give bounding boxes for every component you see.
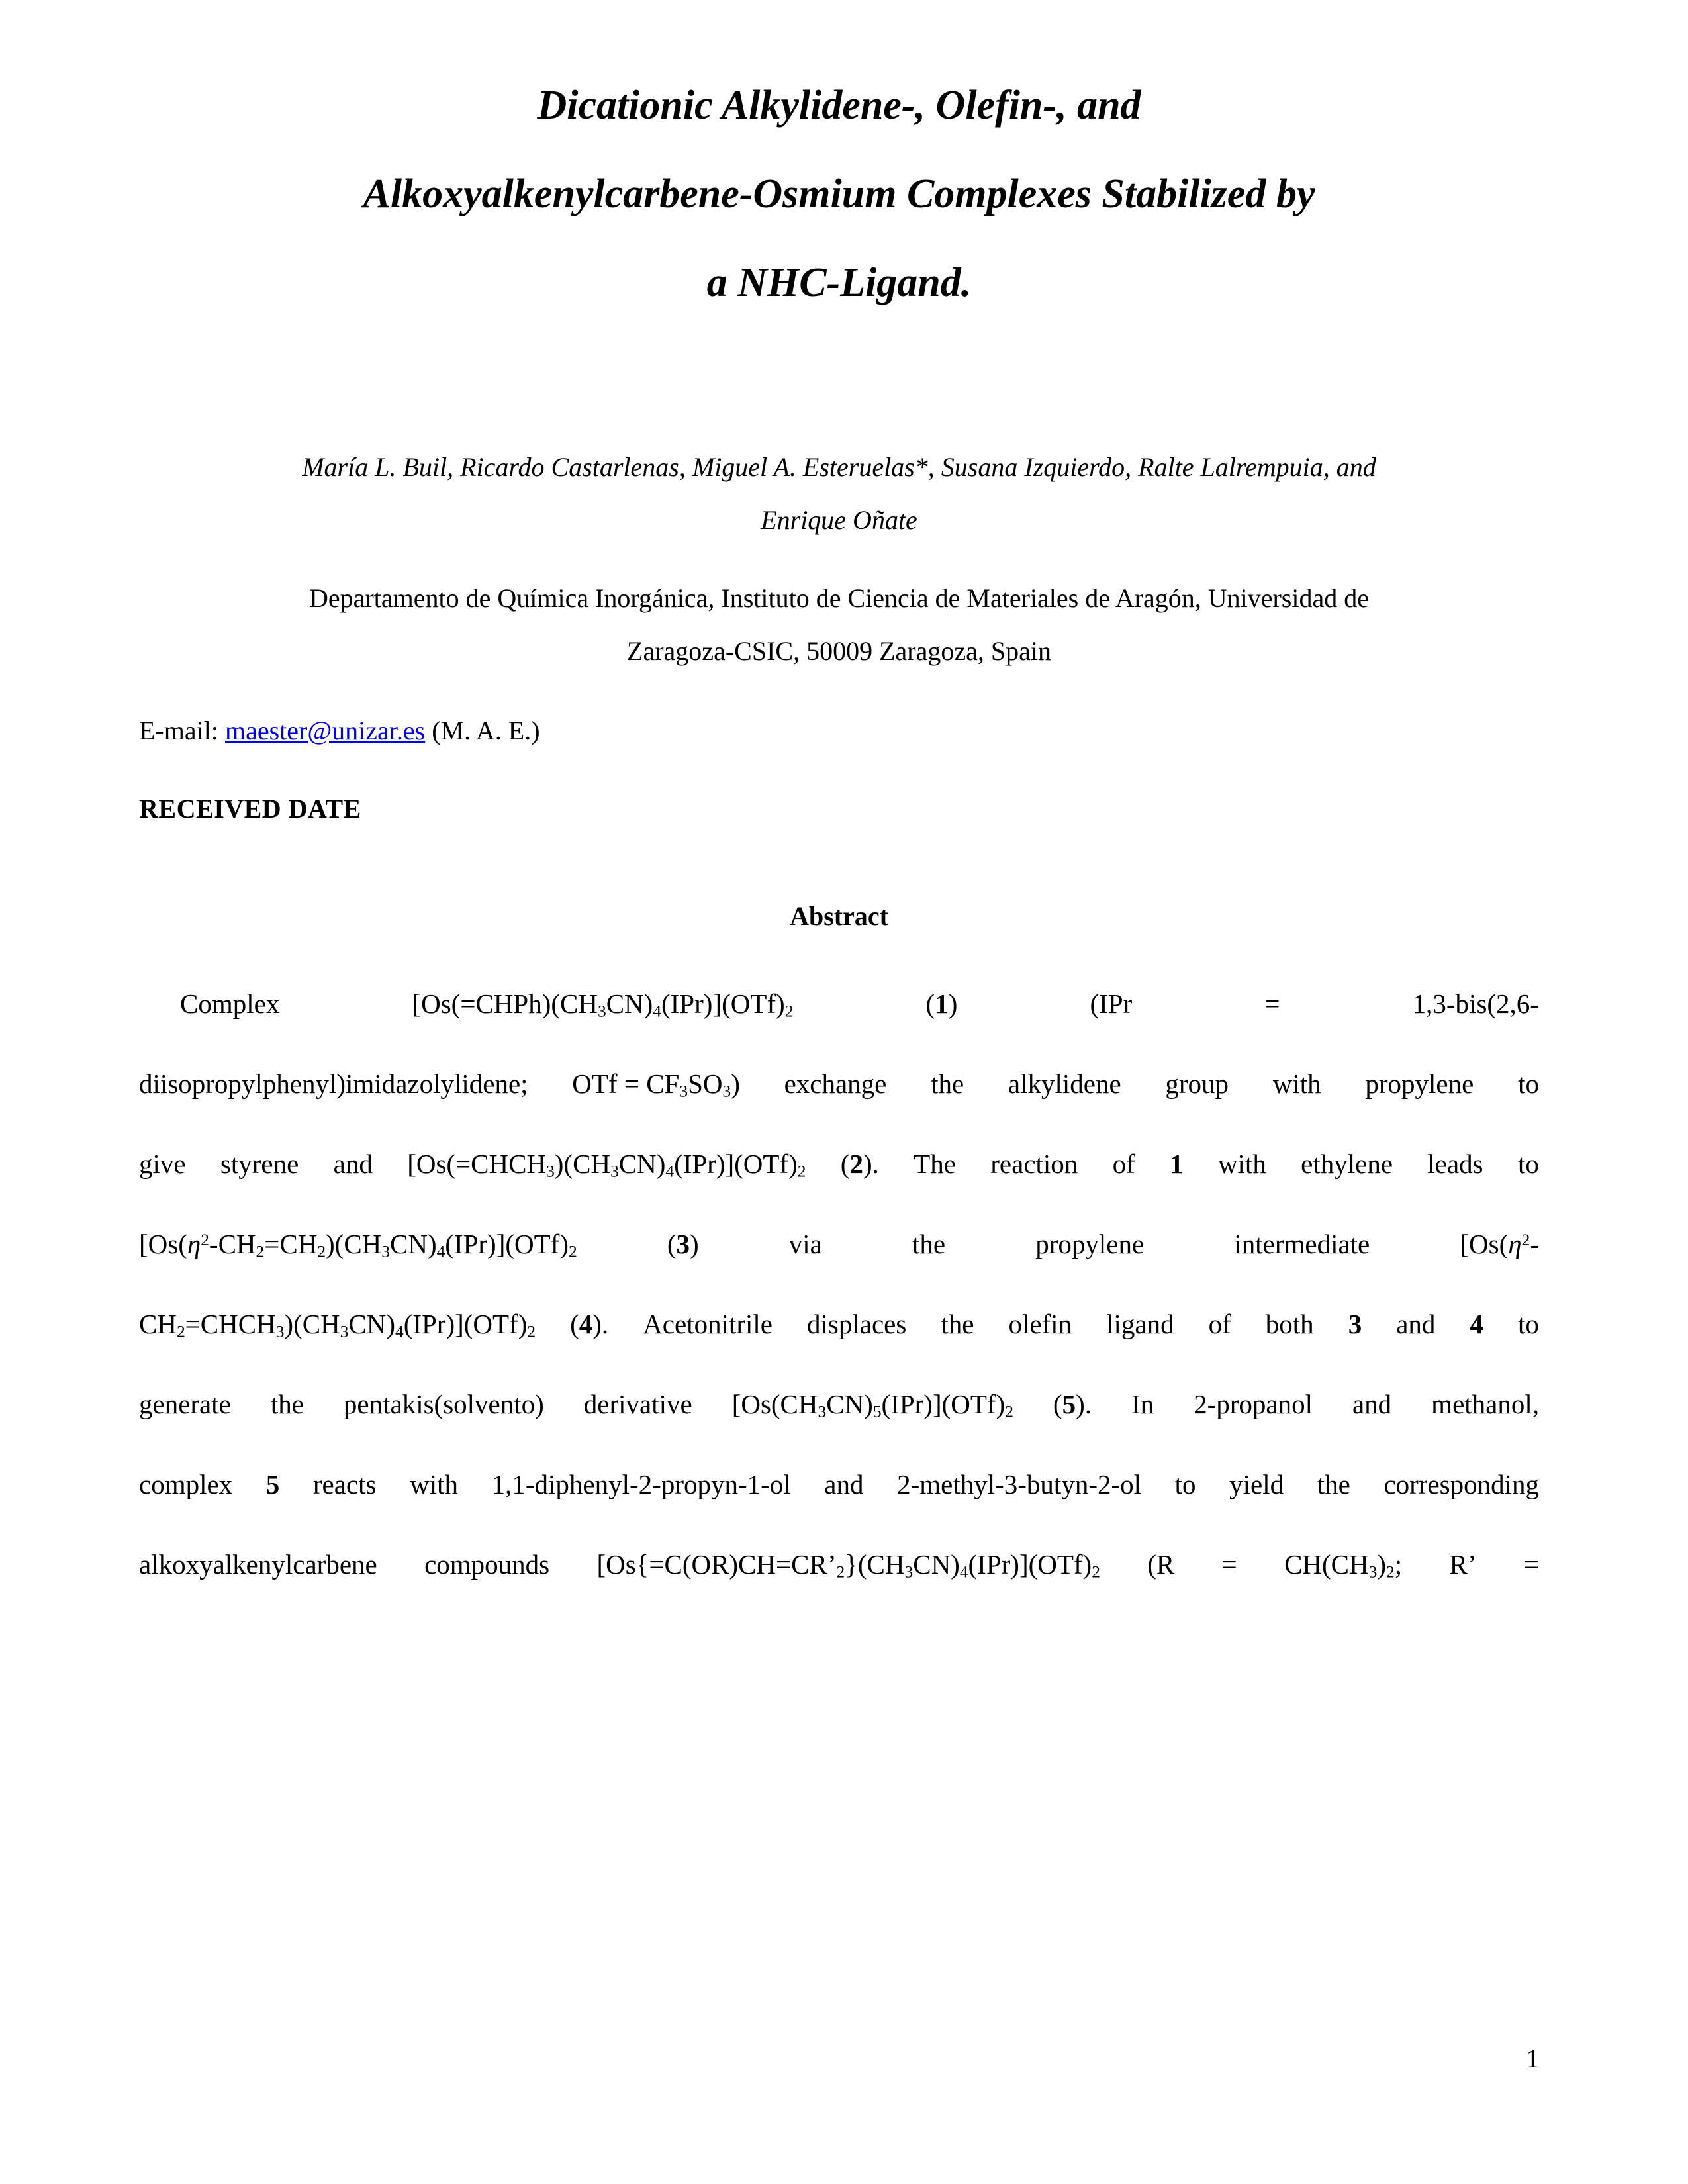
email-label: E-mail:	[139, 716, 218, 745]
abstract-line-5: $CH_2=CHCH_3)(CH_3CN)_4(IPr)](OTf)_2$ (4). Acetonitrile displaces the olefin ligand of both 3 and 4 to	[139, 1309, 1539, 1341]
title-line-2: Alkoxyalkenylcarbene-Osmium Complexes Stabilized by	[363, 171, 1315, 216]
affiliation-block	[139, 534, 1539, 665]
email-suffix: (M. A. E.)	[432, 716, 540, 745]
abstract-line-3: give styrene and $[Os(=CHCH_3)(CH_3CN)_4(IPr)](OTf)_2$ (2). The reaction of 1 with ethylene leads to	[139, 1149, 1539, 1181]
affiliation-line-2: Zaragoza-CSIC, 50009 Zaragoza, Spain	[627, 636, 1051, 666]
author-line-1: María L. Buil, Ricardo Castarlenas, Miguel A. Esteruelas*, Susana Izquierdo, Ralte Lalrempuia, and	[302, 452, 1376, 482]
abstract-line-6: generate the pentakis(solvento) derivative $[Os(CH_3CN)_5(IPr)](OTf)_2$ (5). In 2-propanol and methanol,	[139, 1389, 1539, 1421]
abstract-line-1: Complex $[Os(=CHPh)(CH_3CN)_4(IPr)](OTf)_2$ (1) (IPr = 1,3-bis(2,6-	[180, 988, 1539, 1021]
page-number: 1	[1526, 2044, 1539, 2073]
abstract-body	[139, 929, 1539, 1582]
affiliation-line-1: Departamento de Química Inorgánica, Instituto de Ciencia de Materiales de Aragón, Universidad de	[309, 583, 1369, 613]
abstract-heading: Abstract	[790, 901, 888, 931]
received-date-heading: RECEIVED DATE	[139, 794, 361, 824]
document-content-column	[139, 0, 1539, 1631]
author-line-2: Enrique Oñate	[761, 505, 917, 535]
title-line-1: Dicationic Alkylidene-, Olefin-, and	[537, 83, 1141, 128]
abstract-line-2: diisopropylphenyl)imidazolylidene; OTf = $CF_3SO_3$) exchange the alkylidene group with propylene to	[139, 1068, 1539, 1101]
abstract-line-4: $[Os(\eta^2-CH_2=CH_2)(CH_3CN)_4(IPr)](OTf)_2$ (3) via the propylene intermediate [$Os(\eta^2-$	[139, 1229, 1539, 1261]
author-list	[139, 303, 1539, 534]
page-title	[139, 0, 1539, 303]
correspondence-email-line	[139, 665, 1539, 744]
email-link[interactable]: maester@unizar.es	[224, 716, 426, 745]
abstract-line-7: complex 5 reacts with 1,1-diphenyl-2-propyn-1-ol and 2-methyl-3-butyn-2-ol to yield the corresponding	[139, 1469, 1539, 1499]
abstract-line-8: alkoxyalkenylcarbene compounds $[Os\{=C(OR)CH=CR’_2\}(CH_3CN)_4(IPr)](OTf)_2$ (R = $CH(CH_3)_2$; R’ =	[139, 1549, 1539, 1582]
title-line-3: a NHC-Ligand.	[706, 260, 972, 305]
